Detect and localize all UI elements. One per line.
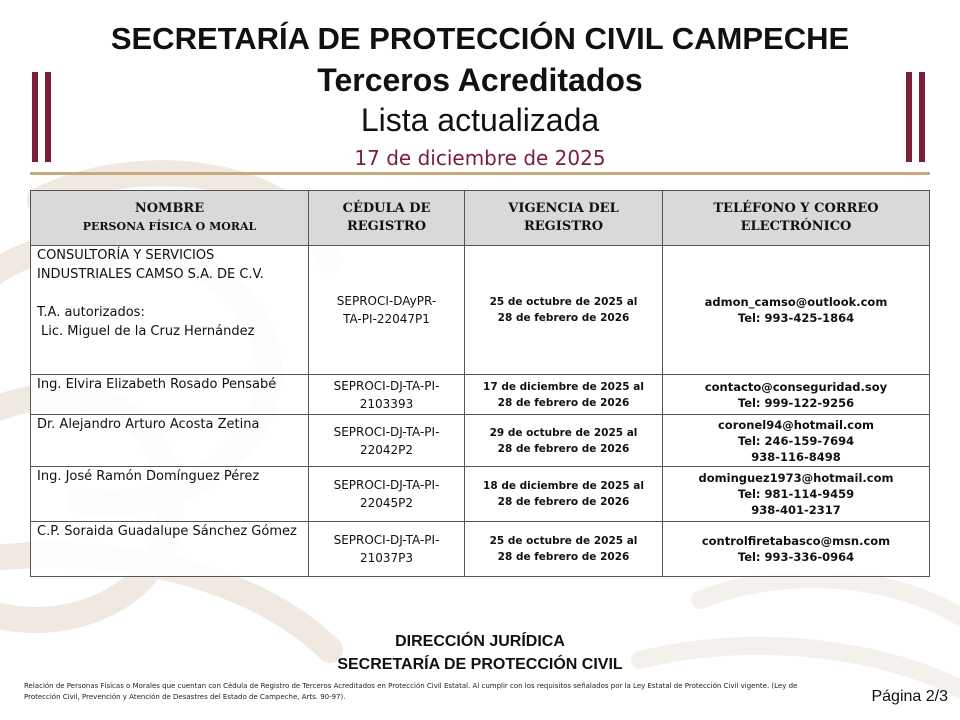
page-subtitle: Terceros Acreditados [317,62,643,98]
cell-contacto: admon_camso@outlook.com Tel: 993-425-1864 [663,246,930,375]
table-row [31,246,930,375]
cell-contacto: controlfiretabasco@msn.com Tel: 993-336-0964 [663,522,930,577]
cell-cedula: SEPROCI-DJ-TA-PI- 22045P2 [309,467,465,522]
cell-cedula: SEPROCI-DAyPR- TA-PI-22047P1 [309,246,465,375]
table-header-row [31,191,930,246]
list-date: 17 de diciembre de 2025 [354,146,606,170]
table-row [31,375,930,415]
cell-contacto: dominguez1973@hotmail.com Tel: 981-114-9459 938-401-2317 [663,467,930,522]
cell-vigencia: 25 de octubre de 2025 al 28 de febrero de 2026 [465,522,663,577]
header-divider [30,172,930,175]
table-row [31,467,930,522]
footnote: Relación de Personas Físicas o Morales que cuentan con Cédula de Registro de Terceros Acreditados en Protección Civil Estatal. Al cumplir con los requisitos señalados por la Ley Estatal de Protección Civil vigente. (Ley de Protección Civil, Prevención y Atención de Desastres del Estado de Campeche, Arts. 90-97). [24,682,798,701]
cell-contacto: coronel94@hotmail.com Tel: 246-159-7694 938-116-8498 [663,415,930,467]
registry-table [30,190,930,577]
table-row [31,522,930,577]
cell-vigencia: 18 de diciembre de 2025 al 28 de febrero de 2026 [465,467,663,522]
cell-cedula: SEPROCI-DJ-TA-PI- 22042P2 [309,415,465,467]
column-header-vigencia: VIGENCIA DEL REGISTRO [465,191,663,246]
list-label: Lista actualizada [360,102,600,138]
page-number: Página 2/3 [871,688,948,705]
cell-name: Ing. José Ramón Domínguez Pérez [31,467,309,522]
table-row [31,415,930,467]
cell-cedula: SEPROCI-DJ-TA-PI- 2103393 [309,375,465,415]
cell-vigencia: 29 de octubre de 2025 al 28 de febrero de 2026 [465,415,663,467]
footer-direction: DIRECCIÓN JURÍDICA [395,633,565,650]
cell-name: CONSULTORÍA Y SERVICIOS INDUSTRIALES CAMSO S.A. DE C.V. T.A. autorizados: Lic. Miguel de la Cruz Hernández [31,246,309,375]
footer-secretaria: SECRETARÍA DE PROTECCIÓN CIVIL [337,656,623,673]
cell-vigencia: 25 de octubre de 2025 al 28 de febrero de 2026 [465,246,663,375]
cell-cedula: SEPROCI-DJ-TA-PI- 21037P3 [309,522,465,577]
column-header-name: NOMBRE PERSONA FÍSICA O MORAL [31,191,309,246]
column-header-contacto: TELÉFONO Y CORREO ELECTRÓNICO [663,191,930,246]
column-header-cedula: CÉDULA DE REGISTRO [309,191,465,246]
cell-name: Ing. Elvira Elizabeth Rosado Pensabé [31,375,309,415]
cell-contacto: contacto@conseguridad.soy Tel: 999-122-9256 [663,375,930,415]
cell-name: C.P. Soraida Guadalupe Sánchez Gómez [31,522,309,577]
cell-name: Dr. Alejandro Arturo Acosta Zetina [31,415,309,467]
cell-vigencia: 17 de diciembre de 2025 al 28 de febrero de 2026 [465,375,663,415]
page-title: SECRETARÍA DE PROTECCIÓN CIVIL CAMPECHE [110,21,850,56]
